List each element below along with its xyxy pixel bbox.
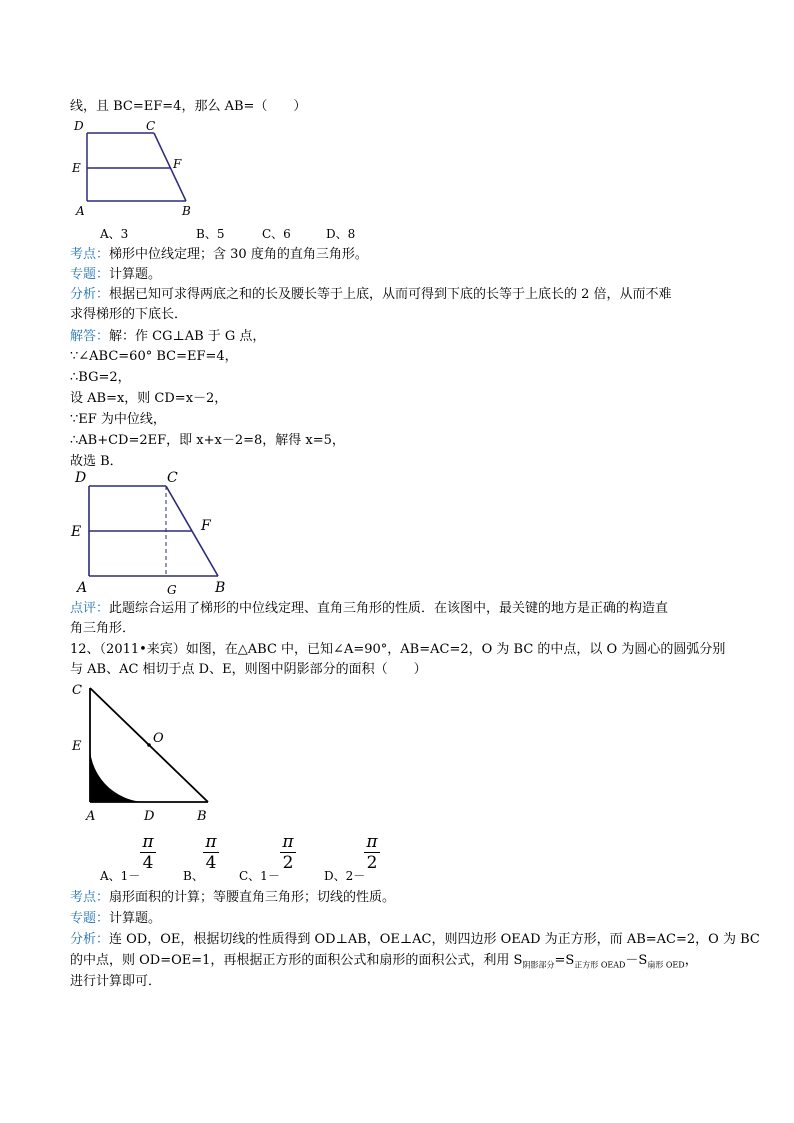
label-D: D — [75, 470, 87, 486]
label-B: B — [215, 580, 226, 596]
label-D: D — [144, 809, 155, 824]
q12-zhuanti: 专题：计算题。 — [70, 911, 162, 926]
q11-jieda-3: ∴BG=2， — [70, 370, 131, 385]
q12-fenxi-2: 的中点，则 OD=OE=1，再根据正方形的面积公式和扇形的面积公式，利用 $S_{阴影部分}=S_{正方形 OEAD}-S_{扇形 OED}$， — [70, 953, 698, 970]
q11-jieda-6: ∴AB+CD=2EF，即 x+x－2=8，解得 x=5， — [70, 433, 345, 448]
triangle-figure — [68, 680, 218, 825]
label-C: C — [167, 470, 178, 486]
q11-stem: 线，且 BC=EF=4，那么 AB=（ ） — [70, 99, 307, 114]
q12-kaodian: 考点：扇形面积的计算；等腰直角三角形；切线的性质。 — [70, 890, 396, 905]
label-A: A — [77, 580, 88, 596]
option-b: B、5 — [196, 227, 225, 241]
q11-fenxi-2: 求得梯形的下底长． — [70, 307, 188, 322]
label-E: E — [71, 524, 82, 540]
option-b-label: B、 — [183, 869, 204, 883]
q12-stem-1: 12、（2011•来宾）如图，在△ABC 中，已知∠A=90°，AB=AC=2，O 为 BC 的中点，以 O 为圆心的圆弧分别 — [70, 642, 726, 657]
label-O: O — [153, 731, 164, 746]
label-G: G — [167, 583, 177, 596]
label-F: F — [173, 157, 182, 171]
q12-fenxi-3: 进行计算即可． — [70, 974, 162, 989]
option-a: A、3 — [100, 227, 129, 241]
q11-kaodian: 考点：梯形中位线定理；含 30 度角的直角三角形。 — [70, 247, 368, 262]
q12-stem-2: 与 AB、AC 相切于点 D、E，则图中阴影部分的面积（ ） — [70, 662, 427, 677]
option-b-fraction: π 4 — [203, 833, 219, 872]
trapezoid-figure-small — [68, 118, 208, 220]
q11-jieda-1: 解答：解：作 CG⊥AB 于 G 点， — [70, 329, 266, 344]
label-C: C — [146, 119, 156, 133]
label-A: A — [76, 204, 85, 218]
q12-fenxi-1: 分析：连 OD，OE，根据切线的性质得到 OD⊥AB，OE⊥AC，则四边形 OEAD 为正方形，而 AB=AC=2，O 为 BC — [70, 932, 760, 947]
option-a-fraction: π 4 — [140, 833, 156, 872]
option-c-label: C、1－ — [239, 869, 280, 883]
label-B: B — [182, 204, 191, 218]
option-c-fraction: π 2 — [280, 833, 296, 872]
label-A: A — [86, 809, 96, 824]
label-E: E — [72, 739, 82, 754]
option-d-fraction: π 2 — [364, 833, 380, 872]
q11-dianping-2: 角三角形． — [70, 621, 136, 636]
label-F: F — [201, 518, 211, 534]
q11-jieda-4: 设 AB=x，则 CD=x－2， — [70, 391, 228, 406]
label-E: E — [72, 161, 81, 175]
q11-fenxi-1: 分析：根据已知可求得两底之和的长及腰长等于上底，从而可得到下底的长等于上底长的 2 倍，从而不难 — [70, 287, 672, 302]
q11-jieda-7: 故选 B． — [70, 454, 123, 469]
label-D: D — [74, 119, 84, 133]
q11-jieda-5: ∵EF 为中位线， — [70, 412, 166, 427]
option-c: C、6 — [262, 227, 291, 241]
q11-dianping-1: 点评：此题综合运用了梯形的中位线定理、直角三角形的性质．在该图中，最关键的地方是正确的构造直 — [70, 601, 669, 616]
label-C: C — [72, 683, 82, 698]
option-d: D、8 — [326, 227, 356, 241]
q11-zhuanti: 专题：计算题。 — [70, 267, 162, 282]
option-a-label: A、1－ — [100, 869, 141, 883]
trapezoid-figure-large — [68, 468, 238, 596]
q11-jieda-2: ∵∠ABC=60° BC=EF=4， — [70, 349, 238, 364]
option-d-label: D、2－ — [324, 869, 366, 883]
label-B: B — [197, 809, 207, 824]
